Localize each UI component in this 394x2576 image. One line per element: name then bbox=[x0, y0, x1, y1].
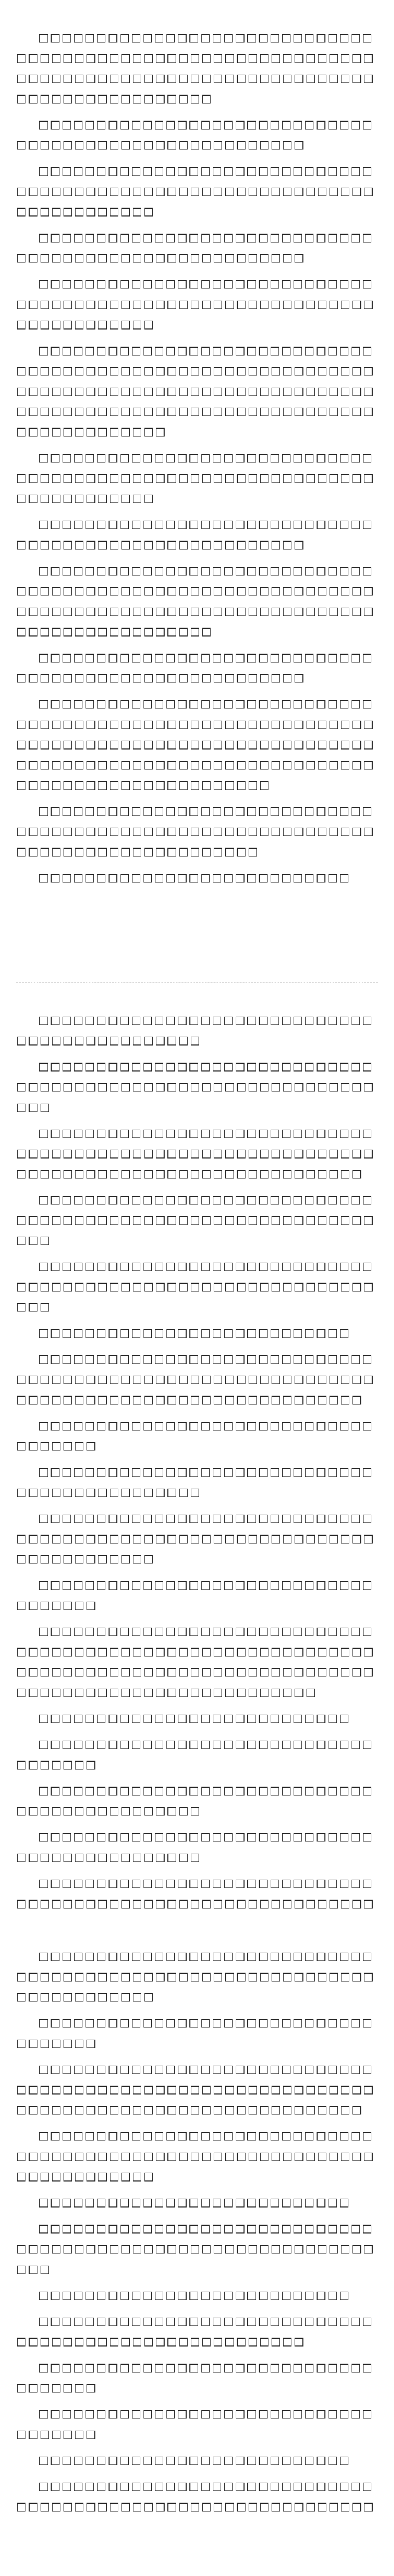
paragraph: □□□□□□□□□□□□□□□□□□□□□□□□□□□□□□□□□□□□□□□□□□□□□□□□□□□□□□□□□□□□□□□□□□□□□□□□ bbox=[16, 1950, 375, 2003]
paragraph: □□□□□□□□□□□□□□□□□□□□□□□□□□□□□□□□□□□□□□□□□□□□□□□□□□□□□□□□□□□□□□□ bbox=[16, 1060, 375, 1113]
paragraph: □□□□□□□□□□□□□□□□□□□□□□□□□□□□□□□□□□□□□□□□□□□□□□□□□□□□□□□□□□□□□□□□□□□□□□□□ bbox=[16, 451, 375, 505]
paragraph: □□□□□□□□□□□□□□□□□□□□□□□□□□□ bbox=[38, 2454, 351, 2467]
paragraph: □□□□□□□□□□□□□□□□□□□□□□□□□□□□□□□□□□□□□□□□□□□□□ bbox=[16, 1466, 374, 1499]
paragraph: □□□□□□□□□□□□□□□□□□□□□□□□□□□□□□□□□□□□□□□□□□□□□□□□□□□□□□□□□□□□□□□□□□□□□□□□ bbox=[16, 165, 375, 218]
paragraph: □□□□□□□□□□□□□□□□□□□□□□□□□□□□□□□□□□□□□□□□□□□□□□□□□□□□□□□□□□□□□□□ bbox=[16, 1193, 375, 1247]
paragraph: □□□□□□□□□□□□□□□□□□□□□□□□□□□□□□□□□□□□□□□□□□□□□□□□□□□□□□□□□□□□□□□□□□□□□□□□□□□□□□□□□□□□□□□□□□ bbox=[16, 1353, 375, 1406]
paragraph: □□□□□□□□□□□□□□□□□□□□□□□□□□□□□□□□□□□□□□□□□□□□□ bbox=[16, 1014, 374, 1047]
paragraph: □□□□□□□□□□□□□□□□□□□□□□□□□□□□□□□□□□□□ bbox=[16, 1579, 374, 1612]
paragraph: □□□□□□□□□□□□□□□□□□□□□□□□□□□□□□□□□□□□□□□□□□□□□□□□□□□□□□□□□□□□□□□□□□□□□□□□ bbox=[16, 1512, 375, 1565]
paragraph: □□□□□□□□□□□□□□□□□□□□□□□□□□□ bbox=[38, 871, 351, 884]
paragraph: □□□□□□□□□□□□□□□□□□□□□□□□□□□□□□□□□□□□□□□□□□□□□□□□□□□□□□□□□□□□□□□□□□□□□□□□ bbox=[16, 2129, 375, 2183]
paragraph: □□□□□□□□□□□□□□□□□□□□□□□□□□□□□□□□□□□□□□□□□□□□□□□□□□□□□□□□□□□□□□□ bbox=[16, 1260, 375, 1313]
paragraph: □□□□□□□□□□□□□□□□□□□□□□□□□□□□□□□□□□□□□□□□□□□□□□□□□□□□□□ bbox=[16, 231, 374, 264]
paragraph: □□□□□□□□□□□□□□□□□□□□□□□□□□□□□□□□□□□□ bbox=[16, 2361, 374, 2394]
paragraph: □□□□□□□□□□□□□□□□□□□□□□□□□□□□□□□□□□□□□□□□□□□□□□□□□□□□□□□□□□□□□□□□□□□□□□□□□□□□□□□□□□□□□□□□□□□□□□□□□□□□□□□□□□□□□□□□□□□□□□□□□□□□□□□□□□□□□□□□□□□□□□□□ bbox=[16, 697, 375, 791]
paragraph: □□□□□□□□□□□□□□□□□□□□□□□□□□□□□□□□□□□□□□□□□□□□□□□□□□□□□□□□□□□□□□□□□□□□□□□□□□□□□□□□□□□□□□□□□□□□□□□□□□□□□□□□□□□□□□□□□□□□□□□□□□□□□□□□□□□□□□□ bbox=[16, 344, 375, 438]
paragraph: □□□□□□□□□□□□□□□□□□□□□□□□□□□□□□□□□□□□□□□□□□□□□ bbox=[16, 1784, 374, 1817]
paragraph: □□□□□□□□□□□□□□□□□□□□□□□□□□□ bbox=[38, 1327, 351, 1339]
paragraph: □□□□□□□□□□□□□□□□□□□□□□□□□□□□□□□□□□□□□□□□□□□□□□□□□□□□□□□□□□□□ bbox=[16, 2480, 375, 2513]
chapter-body-part2 bbox=[16, 1010, 378, 1914]
paragraph: □□□□□□□□□□□□□□□□□□□□□□□□□□□□□□□□□□□□□□□□□□□□□□□□□□□□□□□□□□□□□□□□□□□□□□□□□□□□□□□□□□□□□□□□□□□□□□□□□□□□□□□□□□□□ bbox=[16, 564, 375, 638]
paragraph: □□□□□□□□□□□□□□□□□□□□□□□□□□□□□□□□□□□□□□□□□□□□□□□□□□□□□□□□□□□□□□□□□□□□□□□□□□□□□□□□□□□□□□□□□□ bbox=[16, 2063, 375, 2116]
paragraph: □□□□□□□□□□□□□□□□□□□□□□□□□□□□□□□□□□□□□□□□□□□□□□□□□□□□□□□□□□□□ bbox=[16, 1877, 375, 1910]
paragraph: □□□□□□□□□□□□□□□□□□□□□□□□□□□□□□□□□□□□□□□□□□□□□□□□□□□□□□□□□□□□□□□□□□□□□□□□□□□□□□□□□ bbox=[16, 805, 375, 858]
ad-notice-mid[interactable] bbox=[16, 1919, 378, 1939]
paragraph: □□□□□□□□□□□□□□□□□□□□□□□□□□□□□□□□□□□□□□□□□□□□□□□□□□□□□□□□□□□□□□□□□□□□□□□□□□□□□□□□□□□□□□□□□□ bbox=[16, 1127, 375, 1180]
paragraph: □□□□□□□□□□□□□□□□□□□□□□□□□□□□□□□□□□□□□□□□□□□□□□□□□□□□□□ bbox=[16, 2315, 374, 2348]
site-header bbox=[16, 8, 378, 23]
ad-notice-top[interactable] bbox=[16, 982, 378, 1003]
paragraph: □□□□□□□□□□□□□□□□□□□□□□□□□□□□□□□□□□□□□□□□□□□□□□□□□□□□□□□□□□□□□□□□□□□□□□□□ bbox=[16, 277, 375, 331]
chapter-body-part3 bbox=[16, 1946, 378, 2514]
paragraph: □□□□□□□□□□□□□□□□□□□□□□□□□□□□□□□□□□□□□□□□□□□□□□□□□□□□□□□□□□□□□□□ bbox=[16, 2222, 375, 2275]
paragraph: □□□□□□□□□□□□□□□□□□□□□□□□□□□ bbox=[38, 2289, 351, 2301]
paragraph: □□□□□□□□□□□□□□□□□□□□□□□□□□□□□□□□□□□□□□□□□□□□□ bbox=[16, 1830, 374, 1864]
paragraph: □□□□□□□□□□□□□□□□□□□□□□□□□□□ bbox=[38, 1712, 351, 1724]
paragraph: □□□□□□□□□□□□□□□□□□□□□□□□□□□□□□□□□□□□□□□□□□□□□□□□□□□□□□□□□□□□□□□□□□□□□□□□□□□□□□□□□□□□□□□□□□□□□□□□□□□□□□□□□□□□□□□□□□□□□ bbox=[16, 1625, 375, 1698]
paragraph: □□□□□□□□□□□□□□□□□□□□□□□□□□□□□□□□□□□□□□□□□□□□□□□□□□□□□□□□□□□□□□□□□□□□□□□□□□□□□□□□□□□□□□□□□□□□□□□□□□□□□□□□□□□□ bbox=[16, 31, 375, 105]
paragraph: □□□□□□□□□□□□□□□□□□□□□□□□□□□□□□□□□□□□ bbox=[16, 2016, 374, 2049]
site-footer[interactable] bbox=[16, 2517, 378, 2530]
paragraph: □□□□□□□□□□□□□□□□□□□□□□□□□□□□□□□□□□□□ bbox=[16, 1419, 374, 1452]
chapter-body-part1 bbox=[16, 28, 378, 978]
paragraph: □□□□□□□□□□□□□□□□□□□□□□□□□□□□□□□□□□□□ bbox=[16, 2407, 374, 2440]
paragraph: □□□□□□□□□□□□□□□□□□□□□□□□□□□□□□□□□□□□ bbox=[16, 1738, 374, 1771]
paragraph: □□□□□□□□□□□□□□□□□□□□□□□□□□□□□□□□□□□□□□□□□□□□□□□□□□□□□□ bbox=[16, 651, 374, 684]
paragraph: □□□□□□□□□□□□□□□□□□□□□□□□□□□□□□□□□□□□□□□□□□□□□□□□□□□□□□ bbox=[16, 518, 374, 551]
paragraph: □□□□□□□□□□□□□□□□□□□□□□□□□□□□□□□□□□□□□□□□□□□□□□□□□□□□□□ bbox=[16, 118, 374, 151]
paragraph: □□□□□□□□□□□□□□□□□□□□□□□□□□□ bbox=[38, 2196, 351, 2209]
